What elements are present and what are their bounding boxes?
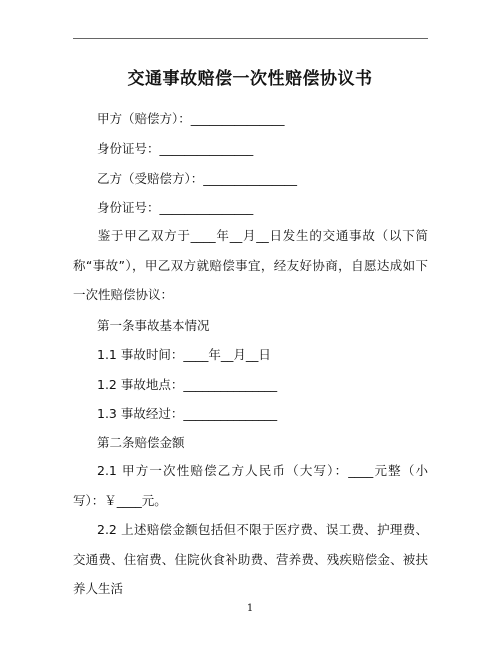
clause-2-1-paragraph (73, 456, 428, 515)
party-b-line: 乙方（受赔偿方）：_______________ (97, 171, 298, 186)
party-a-line: 甲方（赔偿方）：_______________ (97, 111, 285, 126)
preamble-paragraph (73, 221, 428, 310)
clause-2-heading: 第二条赔偿金额 (97, 435, 185, 450)
clause-2-2-paragraph (73, 515, 428, 604)
clause-1-3: 1.3 事故经过：_______________ (97, 406, 278, 421)
clause-1-heading: 第一条事故基本情况 (97, 318, 210, 333)
clause-1-2: 1.2 事故地点：_______________ (97, 377, 278, 392)
preamble-text: 鉴于甲乙双方于____年__月__日发生的交通事故（以下简称“事故”），甲乙双方就赔偿事宜，经友好协商，自愿达成如下一次性赔偿协议： (73, 228, 428, 302)
clause-1-1: 1.1 事故时间：____年__月__日 (97, 347, 271, 362)
party-b-id-line: 身份证号：_______________ (97, 200, 254, 215)
clause-2-2-text: 2.2 上述赔偿金额包括但不限于医疗费、误工费、护理费、交通费、住宿费、住院伙食补助费、营养费、残疾赔偿金、被扶养人生活 (73, 522, 428, 596)
page-number: 1 (246, 603, 254, 614)
header-rule (73, 38, 428, 39)
party-a-id-line: 身份证号：_______________ (97, 141, 254, 156)
clause-2-1-text: 2.1 甲方一次性赔偿乙方人民币（大写）：____元整（小写）：￥____元。 (73, 463, 428, 508)
document-title: 交通事故赔偿一次性赔偿协议书 (127, 69, 373, 89)
